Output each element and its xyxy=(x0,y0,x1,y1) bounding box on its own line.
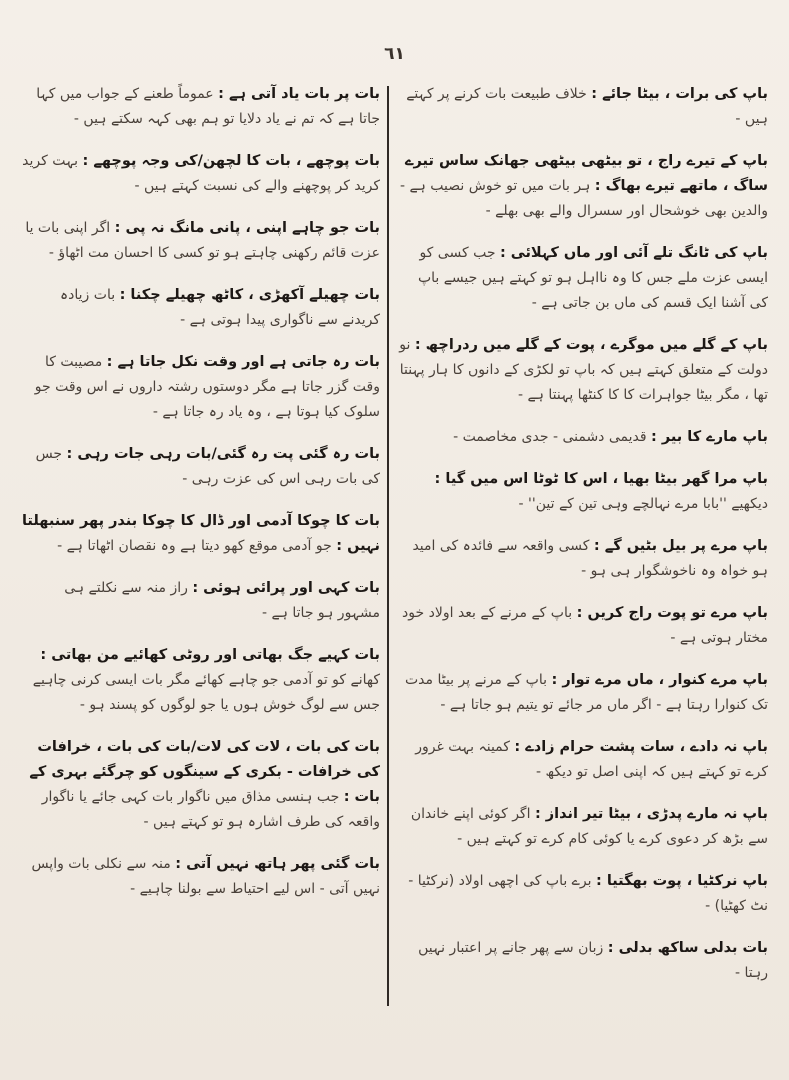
entry-definition: زبان سے پھر جانے پر اعتبار نہیں رہتا - xyxy=(418,940,768,981)
entry-headword: بات کہی اور پرائی ہوئی : xyxy=(192,580,380,596)
entry-headword: بات گئی پھر ہاتھ نہیں آتی : xyxy=(175,856,380,872)
entry-headword: باپ کے گلے میں موگرے ، پوت کے گلے میں ردراچھ : xyxy=(414,337,768,353)
entry-definition: جس کی بات رہی اس کی عزت رہی - xyxy=(35,446,380,487)
column-divider xyxy=(387,86,389,1006)
entry xyxy=(398,534,768,584)
entry xyxy=(398,149,768,224)
right-column xyxy=(398,82,768,1022)
entry xyxy=(398,425,768,450)
entry-definition: جب کسی کو ایسی عزت ملے جس کا وہ نااہل ہو تو کہتے ہیں جیسے باپ کی آشنا ایک قسم کی ماں بن جاتی ہے - xyxy=(417,245,768,311)
entry-headword: باپ مارے کا بیر : xyxy=(651,429,768,445)
entry-definition: قدیمی دشمنی - جدی مخاصمت - xyxy=(453,429,647,445)
entry-headword: بات پوچھے ، بات کا لچھن/کی وجہ پوچھے : xyxy=(82,153,380,169)
entry-definition: کھانے کو تو آدمی جو چاہے کھائے مگر بات ایسی کرنی چاہیے جس سے لوگ خوش ہوں یا جو لوگوں کو پسند ہو - xyxy=(32,672,380,713)
entry xyxy=(20,643,380,718)
entry-definition: منہ سے نکلی بات واپس نہیں آتی - اس لیے احتیاط سے بولنا چاہیے - xyxy=(31,856,380,897)
entry-headword: بات کی بات ، لات کی لات/بات کی بات ، خرافات کی خرافات - بکری کے سینگوں کو چرگئے بہری کے بات : xyxy=(29,739,380,805)
entry-headword: باپ مرے تو پوت راج کریں : xyxy=(576,605,768,621)
entry xyxy=(398,869,768,919)
entry-headword: بات چھیلے آکھڑی ، کاٹھ چھیلے چکنا : xyxy=(119,287,380,303)
entry xyxy=(398,936,768,986)
entry xyxy=(398,82,768,132)
entry xyxy=(20,735,380,835)
entry-headword: بات پر بات یاد آتی ہے : xyxy=(218,86,380,102)
entry xyxy=(398,668,768,718)
entry-headword: باپ کی برات ، بیٹا جائے : xyxy=(591,86,768,102)
entry-definition: مصیبت کا وقت گزر جاتا ہے مگر دوستوں رشتہ داروں نے اس وقت جو سلوک کیا ہوتا ہے ، وہ یاد رہ جاتا ہے - xyxy=(34,354,380,420)
entry-definition: کمینہ بہت غرور کرے تو کہتے ہیں کہ اپنی اصل تو دیکھ - xyxy=(415,739,768,780)
entry-headword: باپ مرا گھر بیٹا بھیا ، اس کا ٹوٹا اس میں گیا : xyxy=(434,471,768,487)
entry-headword: بات بدلی ساکھ بدلی : xyxy=(607,940,768,956)
entry-definition: اگر کوئی اپنے خاندان سے بڑھ کر دعوی کرے یا کوئی کام کرے تو کہتے ہیں - xyxy=(410,806,768,847)
entry-definition: ہر بات میں تو خوش نصیب ہے - والدین بھی خوشحال اور سسرال والے بھی بھلے - xyxy=(399,178,768,219)
entry-definition: باپ کے مرنے کے بعد اولاد خود مختار ہوتی ہے - xyxy=(402,605,768,646)
entry-definition: خلاف طبیعت بات کرنے پر کہتے ہیں - xyxy=(406,86,768,127)
entry-definition: راز منہ سے نکلتے ہی مشہور ہو جاتا ہے - xyxy=(64,580,380,621)
entry-headword: باپ نہ مارے پدڑی ، بیٹا تیر انداز : xyxy=(534,806,768,822)
entry xyxy=(398,467,768,517)
entry xyxy=(20,442,380,492)
entry-definition: اگر اپنی بات یا عزت قائم رکھنی چاہتے ہو تو کسی کا احسان مت اٹھاؤ - xyxy=(25,220,380,261)
entry xyxy=(20,576,380,626)
entry-headword: باپ کی ٹانگ تلے آئی اور ماں کہلائی : xyxy=(499,245,768,261)
entry-definition: جب ہنسی مذاق میں ناگوار بات کہی جائے یا ناگوار واقعہ کی طرف اشارہ ہو تو کہتے ہیں - xyxy=(41,789,380,830)
entry-definition: بات زیادہ کریدنے سے ناگواری پیدا ہوتی ہے - xyxy=(59,287,380,328)
entry-definition: دیکھیے ''بابا مرے نہالچے وہی تین کے تین'' - xyxy=(518,496,768,512)
entry-definition: برے باپ کی اچھی اولاد (نرکٹیا - نٹ کھٹیا) - xyxy=(408,873,768,914)
left-column xyxy=(20,82,380,1022)
entry-definition: عموماً طعنے کے جواب میں کہا جاتا ہے کہ تم نے یاد دلایا تو ہم بھی کہہ سکتے ہیں - xyxy=(36,86,380,127)
page-number: ٦١ xyxy=(384,44,405,64)
entry-headword: بات جو چاہے اپنی ، پانی مانگ نہ پی : xyxy=(114,220,380,236)
entry xyxy=(398,333,768,408)
entry-headword: باپ کے تیرے راج ، تو بیٹھی بیٹھی جھانک ساس تیرے ساگ ، ماتھے تیرے بھاگ : xyxy=(405,153,768,194)
entry xyxy=(20,509,380,559)
entry-definition: بہت کرید کرید کر پوچھنے والے کی نسبت کہتے ہیں - xyxy=(22,153,380,194)
entry xyxy=(398,802,768,852)
entry-headword: بات کہیے جگ بھاتی اور روٹی کھائیے من بھاتی : xyxy=(40,647,380,663)
entry-definition: نو دولت کے متعلق کہتے ہیں کہ باپ تو لکڑی کے دانوں کا ہار پہنتا تھا ، مگر بیٹا جواہرات کا کا کنٹھا پہنتا ہے - xyxy=(399,337,768,403)
entry xyxy=(20,149,380,199)
entry-headword: بات کا چوکا آدمی اور ڈال کا چوکا بندر پھر سنبھلتا نہیں : xyxy=(21,513,380,554)
entry xyxy=(398,241,768,316)
entry-headword: بات رہ گئی پت رہ گئی/بات رہی جات رہی : xyxy=(66,446,380,462)
entry xyxy=(20,82,380,132)
entry-definition: جو آدمی موقع کھو دیتا ہے وہ نقصان اٹھاتا ہے - xyxy=(57,538,332,554)
entry-headword: باپ نہ دادے ، سات پشت حرام زادے : xyxy=(514,739,768,755)
entry-headword: بات رہ جاتی ہے اور وقت نکل جاتا ہے : xyxy=(106,354,380,370)
entry xyxy=(20,350,380,425)
entry-headword: باپ نرکٹیا ، پوت بھگتیا : xyxy=(595,873,768,889)
entry xyxy=(20,283,380,333)
entry xyxy=(20,216,380,266)
entry-headword: باپ مرے پر بیل بٹیں گے : xyxy=(593,538,768,554)
entry xyxy=(20,852,380,902)
entry-headword: باپ مرے کنوار ، ماں مرے توار : xyxy=(551,672,768,688)
entry xyxy=(398,735,768,785)
entry-definition: باپ کے مرنے پر بیٹا مدت تک کنوارا رہتا ہے - اگر ماں مر جائے تو یتیم ہو جاتا ہے - xyxy=(404,672,768,713)
entry-definition: کسی واقعہ سے فائدہ کی امید ہو خواہ وہ ناخوشگوار ہی ہو - xyxy=(412,538,768,579)
entry xyxy=(398,601,768,651)
